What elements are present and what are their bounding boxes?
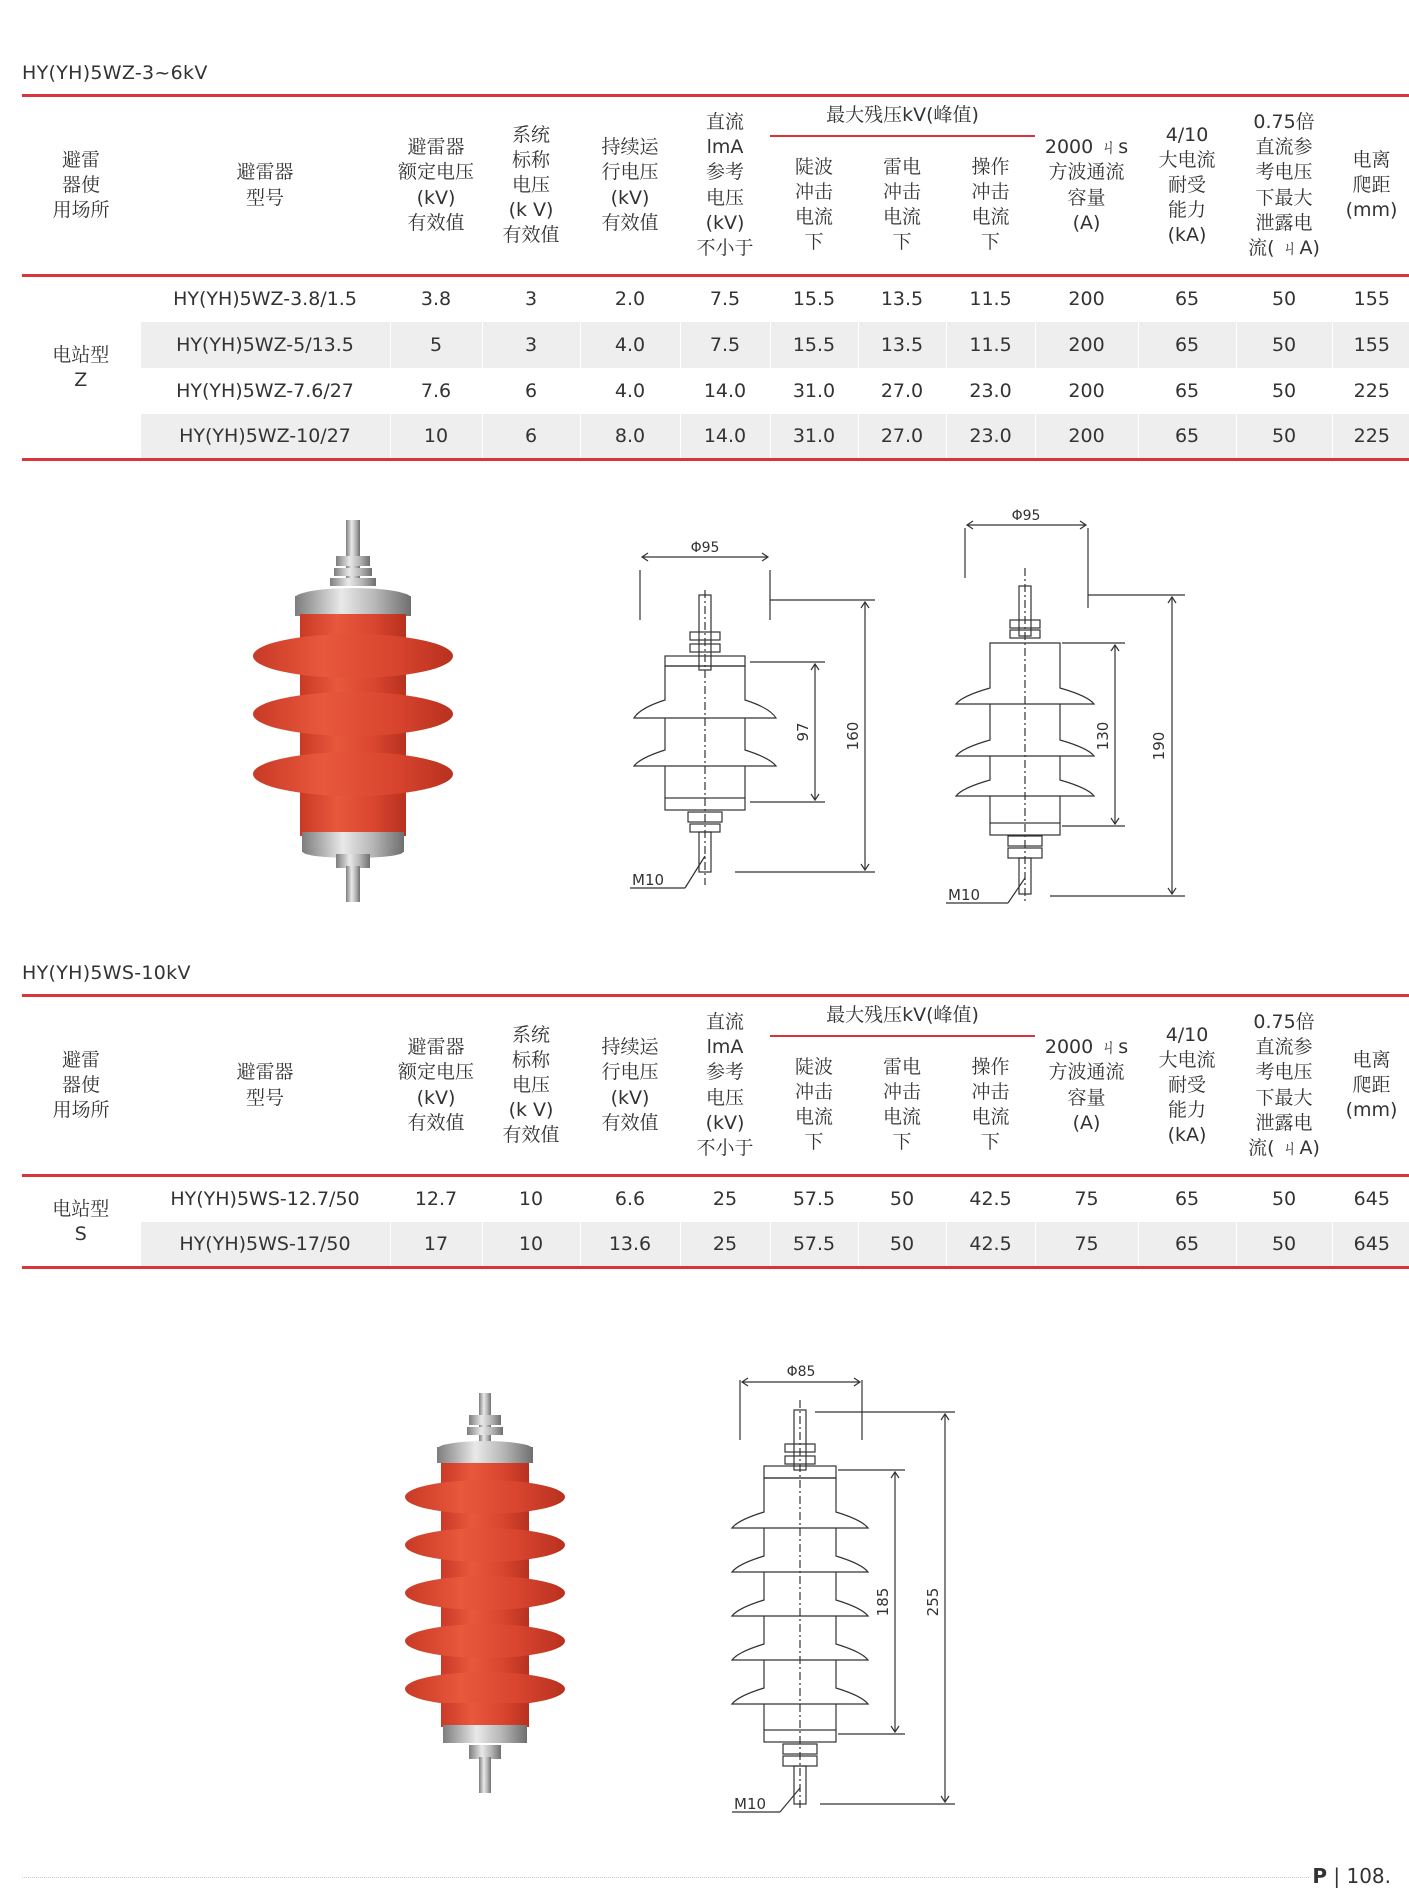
value-cell: 155 [1332,322,1409,368]
value-cell: 57.5 [770,1176,858,1222]
arrester-drawing-ws [720,1360,980,1820]
header-creepage: 电离 爬距 (mm) [1345,1048,1398,1122]
value-cell: 50 [1236,368,1332,414]
model-cell: HY(YH)5WZ-3.8/1.5 [140,276,390,322]
value-cell: 65 [1138,1222,1236,1268]
page-separator: | [1333,1864,1341,1888]
model-cell: HY(YH)5WZ-10/27 [140,414,390,460]
model-cell: HY(YH)5WS-12.7/50 [140,1176,390,1222]
value-cell: 10 [482,1222,580,1268]
table-body-ws [22,1176,1409,1268]
header-system-voltage: 系统 标称 电压 (k V) 有效值 [502,123,560,247]
total-height-label-3: 255 [924,1587,942,1617]
header-rated-voltage: 避雷器 额定电压 (kV) 有效值 [397,136,474,234]
spec-table-wz [22,94,1409,461]
value-cell: 65 [1138,414,1236,460]
diameter-label-2: Φ95 [1011,508,1041,524]
value-cell: 7.5 [680,276,770,322]
inner-height-label-1: 97 [794,722,812,742]
value-cell: 4.0 [580,368,680,414]
header-switching: 操作 冲击 电流 下 [971,1056,1010,1154]
value-cell: 645 [1332,1222,1409,1268]
total-height-label-1: 160 [844,721,862,751]
value-cell: 155 [1332,276,1409,322]
table-row [22,1176,1409,1222]
model-cell: HY(YH)5WZ-5/13.5 [140,322,390,368]
inner-height-label-3: 185 [874,1587,892,1617]
value-cell: 3 [482,322,580,368]
value-cell: 7.6 [390,368,482,414]
header-square-wave: 2000 ㄐs 方波通流 容量 (A) [1044,136,1129,234]
header-steep: 陡波 冲击 电流 下 [794,1056,833,1154]
value-cell: 225 [1332,414,1409,460]
value-cell: 13.5 [858,276,946,322]
value-cell: 13.5 [858,322,946,368]
model-cell: HY(YH)5WZ-7.6/27 [140,368,390,414]
value-cell: 23.0 [946,414,1035,460]
footer-divider [22,1877,1309,1878]
header-system-voltage: 系统 标称 电压 (k V) 有效值 [502,1023,560,1147]
value-cell: 15.5 [770,322,858,368]
value-cell: 200 [1035,322,1138,368]
value-cell: 200 [1035,414,1138,460]
arrester-photo-ws [395,1385,575,1805]
value-cell: 31.0 [770,414,858,460]
thread-label-2: M10 [948,886,981,904]
table-row [22,276,1409,322]
usage-cell: 电站型 Z [22,276,140,460]
header-model: 避雷器 型号 [236,161,294,209]
header-creepage: 电离 爬距 (mm) [1345,148,1398,222]
value-cell: 50 [1236,1176,1332,1222]
total-height-label-2: 190 [1150,731,1168,761]
header-residual-group: 最大残压kV(峰值) [770,996,1035,1036]
page-prefix: P [1312,1864,1327,1888]
value-cell: 4.0 [580,322,680,368]
page-value: 108. [1346,1864,1391,1888]
value-cell: 3.8 [390,276,482,322]
header-lightning: 雷电 冲击 电流 下 [882,1056,921,1154]
header-dc-reference: 直流 lmA 参考 电压 (kV) 不小于 [696,1011,754,1159]
header-steep: 陡波 冲击 电流 下 [794,156,833,254]
value-cell: 50 [1236,276,1332,322]
usage-cell: 电站型 S [22,1176,140,1268]
value-cell: 6 [482,414,580,460]
header-usage: 避雷 器使 用场所 [52,1048,110,1122]
value-cell: 65 [1138,322,1236,368]
arrester-drawing-wz-2 [940,508,1200,908]
value-cell: 50 [858,1222,946,1268]
header-usage: 避雷 器使 用场所 [52,148,110,222]
value-cell: 14.0 [680,368,770,414]
value-cell: 12.7 [390,1176,482,1222]
value-cell: 42.5 [946,1222,1035,1268]
value-cell: 200 [1035,276,1138,322]
value-cell: 75 [1035,1176,1138,1222]
diameter-label-1: Φ95 [690,540,720,556]
value-cell: 11.5 [946,322,1035,368]
header-leakage: 0.75倍 直流参 考电压 下最大 泄露电 流( ㄐA) [1248,111,1320,259]
value-cell: 25 [680,1176,770,1222]
header-leakage: 0.75倍 直流参 考电压 下最大 泄露电 流( ㄐA) [1248,1011,1320,1159]
value-cell: 75 [1035,1222,1138,1268]
value-cell: 225 [1332,368,1409,414]
thread-label-1: M10 [632,871,665,889]
value-cell: 5 [390,322,482,368]
value-cell: 23.0 [946,368,1035,414]
value-cell: 10 [482,1176,580,1222]
header-rated-voltage: 避雷器 额定电压 (kV) 有效值 [397,1036,474,1134]
table-row [22,322,1409,368]
value-cell: 14.0 [680,414,770,460]
table-body-wz [22,276,1409,460]
value-cell: 65 [1138,276,1236,322]
value-cell: 27.0 [858,368,946,414]
value-cell: 2.0 [580,276,680,322]
value-cell: 10 [390,414,482,460]
header-switching: 操作 冲击 电流 下 [971,156,1010,254]
table-row [22,1222,1409,1268]
value-cell: 42.5 [946,1176,1035,1222]
section-title-ws: HY(YH)5WS-10kV [22,962,191,984]
arrester-drawing-wz-1 [620,540,900,900]
value-cell: 27.0 [858,414,946,460]
value-cell: 25 [680,1222,770,1268]
value-cell: 6 [482,368,580,414]
header-model: 避雷器 型号 [236,1061,294,1109]
section-title-wz: HY(YH)5WZ-3~6kV [22,62,208,84]
thread-label-3: M10 [734,1795,767,1813]
value-cell: 3 [482,276,580,322]
value-cell: 8.0 [580,414,680,460]
inner-height-label-2: 130 [1094,721,1112,751]
table-row [22,368,1409,414]
value-cell: 65 [1138,368,1236,414]
header-square-wave: 2000 ㄐs 方波通流 容量 (A) [1044,1036,1129,1134]
header-high-current: 4/10 大电流 耐受 能力 (kA) [1158,1023,1216,1147]
header-dc-reference: 直流 lmA 参考 电压 (kV) 不小于 [696,111,754,259]
value-cell: 11.5 [946,276,1035,322]
value-cell: 15.5 [770,276,858,322]
value-cell: 200 [1035,368,1138,414]
table-row [22,414,1409,460]
header-residual-group: 最大残压kV(峰值) [770,96,1035,136]
value-cell: 645 [1332,1176,1409,1222]
arrester-photo-wz [250,516,460,906]
value-cell: 7.5 [680,322,770,368]
page-number [1312,1864,1391,1888]
value-cell: 65 [1138,1176,1236,1222]
value-cell: 50 [1236,1222,1332,1268]
diameter-label-3: Φ85 [786,1364,816,1380]
value-cell: 13.6 [580,1222,680,1268]
header-continuous-voltage: 持续运 行电压 (kV) 有效值 [601,136,659,234]
value-cell: 50 [858,1176,946,1222]
value-cell: 17 [390,1222,482,1268]
value-cell: 50 [1236,414,1332,460]
model-cell: HY(YH)5WS-17/50 [140,1222,390,1268]
header-lightning: 雷电 冲击 电流 下 [882,156,921,254]
value-cell: 31.0 [770,368,858,414]
header-continuous-voltage: 持续运 行电压 (kV) 有效值 [601,1036,659,1134]
value-cell: 50 [1236,322,1332,368]
header-high-current: 4/10 大电流 耐受 能力 (kA) [1158,123,1216,247]
value-cell: 57.5 [770,1222,858,1268]
spec-table-ws [22,994,1409,1269]
value-cell: 6.6 [580,1176,680,1222]
